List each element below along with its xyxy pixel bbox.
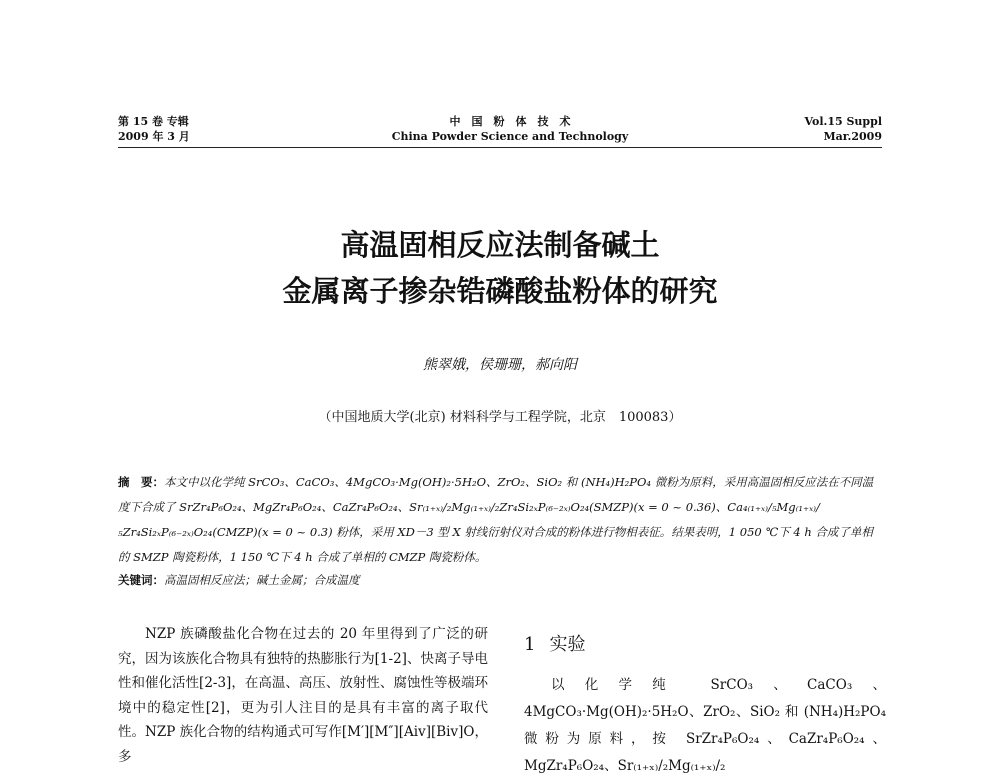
section-title: 实验: [549, 634, 586, 655]
keywords-label: 关键词：: [118, 573, 164, 587]
header-date-en: Mar.2009: [823, 130, 882, 143]
abstract: [118, 470, 883, 570]
section-number: 1: [524, 634, 536, 655]
header-date: 2009 年 3 月: [118, 130, 190, 143]
section-heading: [524, 630, 585, 656]
journal-name-cn: 中 国 粉 体 技 术: [449, 115, 571, 128]
authors: 熊翠娥，侯珊珊，郝向阳: [423, 357, 577, 373]
paper-title: [100, 222, 900, 314]
header-journal: [390, 114, 630, 144]
header-volume-en: Vol.15 Suppl: [804, 115, 882, 128]
paper-title-line1: 高温固相反应法制备碱土: [340, 228, 660, 262]
header-volume-info: [118, 114, 190, 144]
keywords: [118, 572, 883, 588]
paper-title-line2: 金属离子掺杂锆磷酸盐粉体的研究: [282, 274, 718, 308]
abstract-text: 本文中以化学纯 SrCO₃、CaCO₃、4MgCO₃·Mg(OH)₂·5H₂O、ZrO₂、SiO₂ 和 (NH₄)H₂PO₄ 微粉为原料，采用高温固相反应法在不同温度下合成了 SrZr₄P₆O₂₄、MgZr₄P₆O₂₄、CaZr₄P₆O₂₄、Sr₍₁₊ₓ₎/₂Mg₍₁₊ₓ₎/₂Zr₄Si₂ₓP₍₆₋₂ₓ₎O₂₄(SMZP)(x = 0 ~ 0.36)、Ca₄₍₁₊ₓ₎/₅Mg₍₁₊ₓ₎/₅Zr₄Si₂ₓP₍₆₋₂ₓ₎O₂₄(CMZP)(x = 0 ~ 0.3) 粉体，采用 XD－3 型 X 射线衍射仪对合成的粉体进行物相表征。结果表明，1 050 ℃下 4 h 合成了单相的 SMZP 陶瓷粉体，1 150 ℃下 4 h 合成了单相的 CMZP 陶瓷粉体。: [118, 475, 874, 564]
affiliation: （中国地质大学(北京) 材料科学与工程学院，北京 100083）: [318, 410, 682, 425]
header-volume: 第 15 卷 专辑: [118, 115, 189, 128]
experiment-paragraph: 以化学纯 SrCO₃、CaCO₃、4MgCO₃·Mg(OH)₂·5H₂O、ZrO₂、SiO₂ 和 (NH₄)H₂PO₄ 微粉为原料，按 SrZr₄P₆O₂₄、CaZr₄P₆O₂₄、MgZr₄P₆O₂₄、Sr₍₁₊ₓ₎/₂Mg₍₁₊ₓ₎/₂: [524, 677, 886, 774]
header-volume-info-en: [804, 114, 882, 144]
left-column: [118, 622, 488, 769]
right-column: [524, 672, 886, 780]
journal-name-en: China Powder Science and Technology: [391, 130, 629, 143]
header-rule: [118, 147, 882, 148]
intro-paragraph: NZP 族磷酸盐化合物在过去的 20 年里得到了广泛的研究，因为该族化合物具有独特的热膨胀行为[1-2]、快离子导电性和催化活性[2-3]，在高温、高压、放射性、腐蚀性等极端环境中的稳定性[2]，更为引人注目的是具有丰富的离子取代性。NZP 族化合物的结构通式可写作[M′][M″][Aⅳ][Bⅳ]O，多: [118, 626, 488, 765]
abstract-label: 摘 要：: [118, 475, 164, 489]
keywords-text: 高温固相反应法；碱土金属；合成温度: [164, 573, 360, 587]
